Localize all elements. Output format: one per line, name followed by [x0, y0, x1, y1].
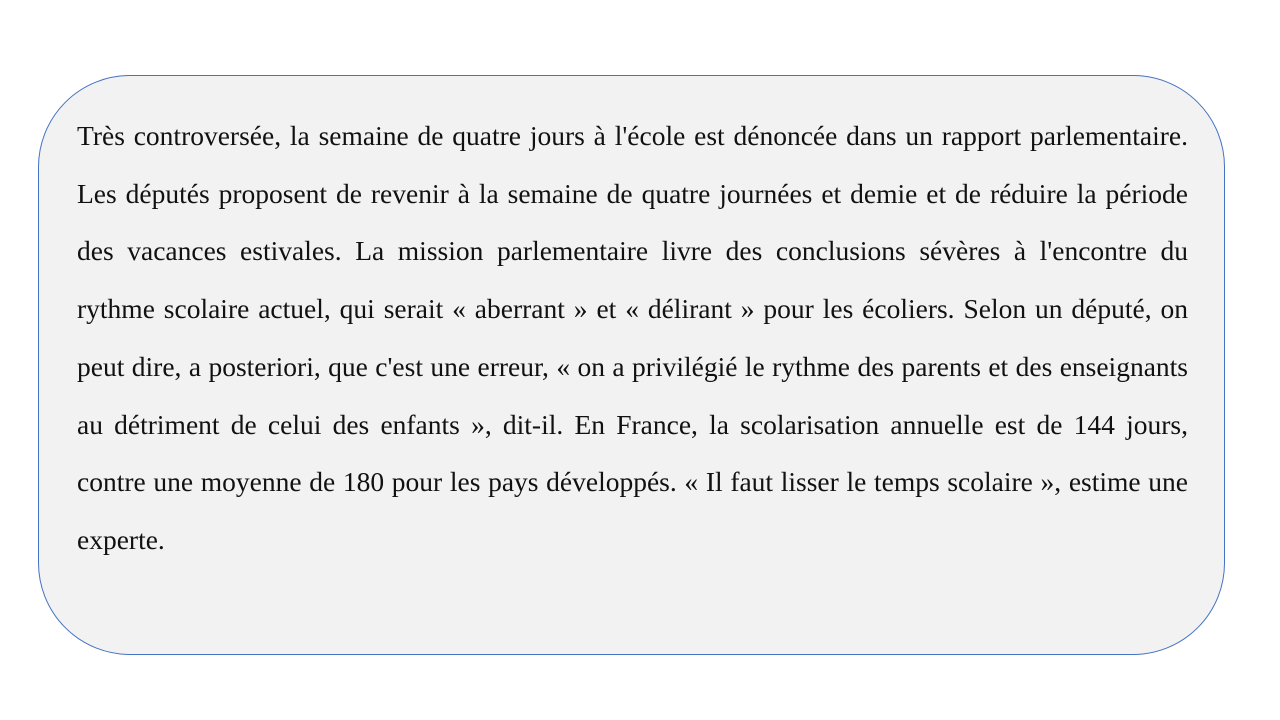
rounded-text-box	[38, 75, 1225, 655]
body-paragraph: Très controversée, la semaine de quatre jours à l'école est dénoncée dans un rapport parlementaire. Les députés proposent de revenir à la semaine de quatre journées et demie et de réduire la période des vacances estivales. La mission parlementaire livre des conclusions sévères à l'encontre du rythme scolaire actuel, qui serait « aberrant » et « délirant » pour les écoliers. Selon un député, on peut dire, a posteriori, que c'est une erreur, « on a privilégié le rythme des parents et des enseignants au détriment de celui des enfants », dit-il. En France, la scolarisation annuelle est de 144 jours, contre une moyenne de 180 pour les pays développés. « Il faut lisser le temps scolaire », estime une experte.	[77, 120, 1188, 555]
text-box-content	[77, 107, 1188, 569]
